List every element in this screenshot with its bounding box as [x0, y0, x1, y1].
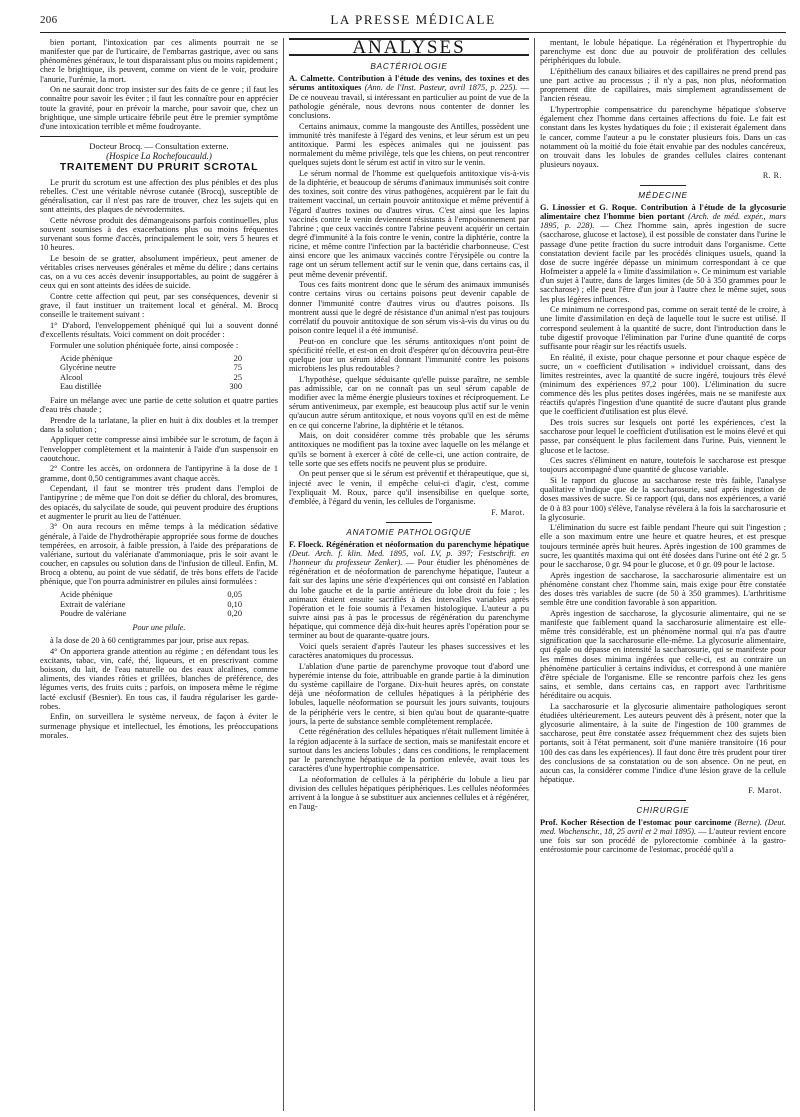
paragraph: Après ingestion de saccharose, la saccharosurie alimentaire est un phénomène constant chez l'homme sain, mais exige pour être constatée des doses très variables de sucre (de 50 à 350 grammes). L'arthritisme semble être une condition favorable à son apparition.	[540, 570, 786, 608]
ingredient-name: Alcool	[60, 372, 83, 382]
review-lead	[289, 74, 529, 120]
paragraph: Le sérum normal de l'homme est quelquefois antitoxique vis-à-vis de la diphtérie, et beaucoup de sérums d'animaux immunisés soit contre des toxines, soit contre des virus pathogènes, acquièrent par le fait du traitement vaccinal, un certain pouvoir antitoxique et même préventif à l'égard d'autres toxines ou d'autres virus. C'est ainsi que les lapins vaccinés contre le venin deviennent résistants à l'empoisonnement par l'abrine ; que ceux vaccinés contre l'abrine peuvent acquérir un certain degré d'immunité à la fois contre le venin, contre la diphtérie, contre la ricine, et même contre l'infection par la bactéridie charbonneuse. C'est ainsi encore que les animaux vaccinés contre l'érysipèle ou contre la rage ont un sérum tellement actif sur le venin que, dans certains cas, il peut même devenir préventif.	[289, 168, 529, 279]
review-author: G. Linossier et G. Roque.	[540, 203, 637, 212]
paragraph: à la dose de 20 à 60 centigrammes par jour, prise aux repas.	[50, 636, 249, 646]
review-reference: (Ann. de l'Inst. Pasteur, avril 1875, p. 225).	[364, 83, 518, 93]
paragraph: L'hypertrophie compensatrice du parenchyme hépatique s'observe également chez l'homme dans certaines affections du foie. Le fait est constant dans les kystes hydatiques du foie ; il existerait également dans le cancer, comme l'auteur a pu le constater plusieurs fois. Dans un cas notamment où la moitié du foie était envahie par des nodules cancéreux, on trouvait dans les lobules de grandes cellules claires contenant plusieurs noyaux.	[540, 105, 786, 170]
review-signature: F. Marot.	[491, 507, 525, 517]
paragraph: Appliquer cette compresse ainsi imbibée sur le scrotum, de façon à l'envelopper complètement et la maintenir à l'aide d'un suspensoir en caoutchouc.	[40, 435, 278, 463]
review-lead	[289, 540, 529, 641]
formula-rows	[58, 590, 244, 619]
paragraph: 4° On apportera grande attention au régime ; en défendant tous les excitants, tabac, vin, café, thé, liqueurs, et en prescrivant comme boisson, du lait, de l'eau naturelle ou des eaux alcalines, comme aliments, des viandes rôties et grillées, blanches de préférence, des légumes verts, des fruits cuits ; parfois, on imposera même le régime lacté exclusif (Besnier). En tous cas, il faudra régulariser les garde-robes.	[40, 646, 278, 711]
article-byline: Docteur Brocq. — Consultation externe.	[89, 141, 229, 152]
ingredient-quantity: 25	[233, 372, 242, 382]
paragraph: mentant, le lobule hépatique. La régénération et l'hypertrophie du parenchyme est donc due au pouvoir de prolifération des cellules périphériques du lobule.	[540, 38, 786, 66]
paragraph: Contre cette affection qui peut, par ses conséquences, devenir si grave, il faut instituer un traitement local et général. M. Brocq conseille le traitement suivant :	[40, 291, 278, 320]
column-rule	[283, 38, 284, 1111]
paragraph: Faire un mélange avec une partie de cette solution et quatre parties d'eau très chaude ;	[40, 395, 278, 414]
article-body	[40, 178, 278, 350]
ingredient-quantity: 0,20	[227, 609, 242, 619]
formula-row	[58, 363, 244, 373]
review-title: Contribution à l'étude des venins, des toxines et des sérums antitoxiques	[289, 74, 529, 93]
paragraph: Tous ces faits montrent donc que le sérum des animaux immunisés contre certains virus ou certains poisons peut devenir capable de donner l'immunité contre d'autres virus ou d'autres poisons. Ils montrent aussi que le degré de résistance d'un animal n'est pas toujours corrélatif du pouvoir antitoxique de son sérum vis-à-vis du virus ou du poison contre lequel il a été immunisé.	[289, 280, 529, 336]
formula-row	[58, 609, 244, 619]
review-author: Prof. Kocher	[540, 818, 588, 827]
column-left	[40, 38, 278, 1111]
paragraph: On peut penser que si le sérum est préventif et thérapeutique, que si, injecté avec le venin, il empêche celui-ci d'agir, c'est, comme l'expliquait M. Roux, parce qu'il insensibilise en quelque sorte, d'emblée, à l'égard du venin, les cellules de l'organisme.	[289, 469, 529, 506]
formula-table	[58, 354, 244, 392]
review-reference: (Arch. de méd. expér., mars 1895, p. 228).	[540, 212, 786, 231]
section-divider	[640, 185, 686, 186]
section-heading-medecine: MÉDECINE	[638, 190, 688, 200]
column-middle	[289, 38, 529, 1111]
paragraph: Certains animaux, comme la mangouste des Antilles, possèdent une immunité très manifeste à l'égard des venins, et leur sérum est un peu antitoxique. Parmi les espèces animales qui ne jouissent pas normalement du même privilège, tels que les chiens, on peut rencontrer quelques sujets dont le sérum est actif in vitro sur le venin.	[289, 121, 529, 168]
review-author: A. Calmette.	[289, 74, 335, 84]
formula-row	[58, 373, 244, 383]
review-lead	[540, 203, 786, 304]
paragraph: Prendre de la tarlatane, la plier en huit à dix doubles et la tremper dans la solution ;	[40, 415, 278, 434]
ingredient-quantity: 75	[233, 363, 242, 373]
pill-formula-table	[58, 590, 244, 619]
formula-row	[58, 354, 244, 364]
paragraph: Le prurit du scrotum est une affection des plus pénibles et des plus rebelles. C'est une véritable névrose cutanée (Brocq), susceptible de généralisation, car il n'est pas rare de trouver, chez les sujets qui en sont atteints, des plaques de névrodermites.	[40, 177, 278, 214]
review-body	[540, 305, 786, 784]
review-lead	[540, 818, 786, 855]
paragraph: 1° D'abord, l'enveloppement phéniqué qui lui a souvent donné d'excellents résultats. Voici comment on doit procéder :	[40, 320, 278, 340]
paragraph: En réalité, il existe, pour chaque personne et pour chaque espèce de sucre, un « coefficient d'utilisation » individuel croissant, dans des limites restreintes, avec la quantité de sucre ingéré, toujours très élevé (minimum des expériences 97,2 pour 100). L'élimination du sucre commence dès les plus petites doses ingérées, mais ne se manifeste aux réactifs qu'après l'ingestion d'une quantité de sucre d'autant plus grande que le coefficient d'utilisation est plus élevé.	[540, 352, 786, 417]
ingredient-quantity: 300	[229, 382, 242, 392]
paragraph: Après ingestion de saccharose, la glycosurie alimentaire, qui ne se manifeste que faiblement quand la saccharosurie alimentaire est elle-même très considérable, est un phénomène normal qui n'a pas d'autre signification que la saccharosurie elle-même. La glycosurie alimentaire, qui égale ou dépasse en intensité la saccharosurie, qui se manifeste pour les mêmes doses minima ingérées que celle-ci, est au contraire un phénomène particulier à certains individus, et correspond à une manière d'être spéciale de l'organisme. Elle se rencontre parfois chez les gens sains, et semble, dans certains cas, en rapport avec l'arthritisme héréditaire ou acquis.	[540, 608, 786, 701]
section-divider	[40, 136, 278, 137]
paragraph: L'épithélium des canaux biliaires et des capillaires ne prend prend pas une part active au processus ; il n'y a pas, non plus, néoformation proprement dite de capillaires, mais simplement agrandissement de l'ancien réseau.	[540, 66, 786, 104]
formula-row	[58, 382, 244, 392]
paragraph: 3° On aura recours en même temps à la médication sédative générale, à l'aide de l'hydrothérapie appropriée sous forme de douches tempérées, en arrosoir, à faible pression, à l'aide des préparations de valériane, surtout du valérianate d'ammoniaque, pris le soir avant le coucher, en capsules ou solution dans de l'infusion de tilleul. Enfin, M. Brocq a obtenu, au point de vue sédatif, de très bons effets de l'acide phénique, que l'on pourra administrer en pilules ainsi formulées :	[40, 522, 278, 587]
review-title: Contribution à l'étude de la glycosurie alimentaire chez l'homme bien portant	[540, 203, 786, 222]
paragraph: Formuler une solution phéniquée forte, ainsi composée :	[50, 340, 239, 350]
paragraph: Ces sucres s'éliminent en nature, toutefois le saccharose est presque toujours accompagné d'une quantité de glucose variable.	[540, 456, 786, 475]
article-title: TRAITEMENT DU PRURIT SCROTAL	[59, 162, 259, 174]
paragraph: Le besoin de se gratter, absolument impérieux, peut amener de véritables crises nerveuses générales et même du délire ; dans certains cas, on a vu ces accès devenir insupportables, au point de suggérer à ceux qui en sont atteints des idées de suicide.	[40, 253, 278, 291]
ingredient-quantity: 0,05	[227, 590, 242, 600]
paragraph: Voici quels seraient d'après l'auteur les phases successives et les caractères anatomiques du processus.	[289, 642, 529, 661]
section-divider	[386, 522, 432, 523]
analyses-heading: ANALYSES	[289, 38, 529, 56]
paragraph: Mais, on doit considérer comme très probable que les sérums antitoxiques ne modifient pas la toxine avec laquelle on les mélange et qu'ils se bornent à exercer à côté de celle-ci, une action contraire, de telle sorte que ses effets nocifs ne peuvent plus se produire.	[289, 431, 529, 468]
paragraph: Si le rapport du glucose au saccharose reste très faible, l'analyse qualitative n'indique que de la saccharosurie, sauf après ingestion de doses massives de sucre. Si ce rapport (qui, dans nos expériences, a varié de 0 à 83 pour 100) s'élève, l'analyse révélera à la fois la saccharosurie et la glycosurie.	[540, 476, 786, 522]
column-rule	[534, 38, 535, 1111]
review-reference: (Berne). (Deut. med. Wochenschr., 18, 25 avril et 2 mai 1895).	[540, 818, 786, 837]
journal-title: LA PRESSE MÉDICALE	[330, 12, 496, 27]
paragraph: 2° Contre les accès, on ordonnera de l'antipyrine à la dose de 1 gramme, dont 0,50 centigrammes avant chaque accès.	[40, 464, 278, 483]
page-number: 206	[40, 14, 58, 26]
section-heading-bacteriologie: BACTÉRIOLOGIE	[370, 62, 448, 72]
review-body	[540, 38, 786, 169]
review-title: Résection de l'estomac pour carcinome	[589, 818, 732, 827]
formula-row	[58, 590, 244, 600]
section-heading-chirurgie: CHIRURGIE	[636, 805, 690, 815]
review-lead-text: — De ce nouveau travail, si intéressant en particulier au point de vue de la pathologie générale, nous devrons nous contenter de donner les conclusions.	[289, 83, 529, 120]
review-lead-text: — Chez l'homme sain, après ingestion de sucre (saccharose, glucose et lactose), il est possible de constater dans l'urine le passage d'une petite fraction du sucre introduit dans l'organisme. Cette constatation devient facile par les procédés cliniques usuels, quand la dose de sucre ingérée dépasse un minimum correspondant à ce que Hofmeister a appelé la « limite d'assimilation ». Ce minimum est variable d'un sujet à l'autre, dans de larges limites (de 50 à 350 grammes pour le saccharose) ; elle peut l'être d'un jour à l'autre chez le même sujet, sous les plus légères influences.	[540, 221, 786, 304]
paragraph: Cette névrose produit des démangeaisons parfois continuelles, plus souvent soumises à des exacerbations plus ou moins fréquentes survenant sous forme d'accès, principalement le soir, vers 5 heures et 10 heures.	[40, 215, 278, 253]
page-header	[40, 6, 786, 33]
paragraph: La néoformation de cellules à la périphérie du lobule a lieu par division des cellules hépatiques périphériques. Les cellules néoformées arrivent à la longue à se substituer aux anciennes cellules et à régénérer, en l'aug-	[289, 774, 529, 812]
paragraph: L'ablation d'une partie de parenchyme provoque tout d'abord une hyperémie intense du foie, attribuable en grande partie à la diminution du système capillaire de l'organe. Dix-huit heures après, on constate déjà une néoformation de cellules hépatiques à la périphérie des lobules, laquelle néoformation se poursuit les jours suivants, toujours de la périphérie vers le centre, si bien qu'au bout de quarante-quatre jours, la perte de substance semble complètement remplacée.	[289, 661, 529, 726]
paragraph: Ce minimum ne correspond pas, comme on serait tenté de le croire, à une limite d'assimilation en deçà de laquelle tout le sucre est utilisé. Il correspond seulement à la quantité de sucre, dont l'introduction dans le tube digestif provoque l'élimination par l'urine d'une quantité de corps suffisante pour réagir sur les réactifs usuels.	[540, 305, 786, 351]
paragraph: Peut-on en conclure que les sérums antitoxiques n'ont point de spécificité réelle, et est-on en droit d'espérer qu'on découvrira peut-être quelque jour un sérum idéal donnant l'immunité contre les poisons microbiens les plus redoutables ?	[289, 336, 529, 374]
paragraph: Cette régénération des cellules hépatiques n'était nullement limitée à la région adjacente à la surface de section, mais se manifestait encore et surtout dans les anciens lobules ; dans ces conditions, le remplacement par le parenchyme hépatique de la portion enlevée, avait tous les caractères d'une hypertrophie compensatrice.	[289, 727, 529, 774]
review-body	[289, 642, 529, 811]
review-signature: F. Marot.	[748, 785, 782, 795]
ingredient-name: Acide phénique	[60, 353, 113, 363]
formula-rows	[58, 354, 244, 392]
formula-caption: Pour une pilule.	[132, 622, 186, 632]
review-lead-text: — L'auteur revient encore une fois sur son procédé de pylorectomie combinée à la gastro-entérostomie pour carcinome de l'estomac, procédé qu'il a	[540, 827, 786, 855]
intro-text	[40, 38, 278, 131]
ingredient-name: Acide phénique	[60, 590, 113, 600]
ingredient-quantity: 0,10	[227, 599, 242, 609]
column-right	[540, 38, 786, 1111]
ingredient-name: Poudre de valériane	[60, 609, 127, 619]
article-body	[40, 396, 278, 587]
article-hospital: (Hospice La Rochefoucauld.)	[106, 151, 212, 162]
article-body	[40, 636, 278, 740]
paragraph: On ne saurait donc trop insister sur des faits de ce genre ; il faut les connaître pour savoir les éviter ; il faut les connaître pour en apprécier toute la gravité, pour en prévoir la marche, pour savoir que, chez un brightique, une simple urticaire fébrile peut être le premier symptôme d'une intoxication terrible et même foudroyante.	[40, 85, 278, 131]
ingredient-name: Extrait de valériane	[60, 599, 126, 609]
review-title: Régénération et néoformation du parenchyme hépatique	[326, 539, 529, 549]
review-signature: R. R.	[762, 170, 782, 180]
ingredient-quantity: 20	[233, 353, 242, 363]
ingredient-name: Eau distillée	[60, 382, 102, 392]
review-reference: (Deut. Arch. f. klin. Med. 1895, vol. LV, p. 397; Festschrift. en l'honneur du professeur Zenker).	[289, 548, 529, 568]
review-body	[289, 122, 529, 506]
formula-row	[58, 600, 244, 610]
paragraph: Enfin, on surveillera le système nerveux, de façon à éviter le surmenage physique et intellectuel, les émotions, les préoccupations morales.	[40, 712, 278, 740]
paragraph: L'élimination du sucre est faible pendant l'heure qui suit l'ingestion ; elle a son maximum entre une heure et quatre heures, et est presque toujours terminée après huit heures. Après ingestion de 100 grammes de sucre, les quantités maxima qui ont été dosées dans l'urine ont été 2 gr. 5 pour le saccharose, 0 gr. 94 pour le glucose, et 0 gr. 09 pour le lactose.	[540, 523, 786, 569]
paragraph: Des trois sucres sur lesquels ont porté les expériences, c'est la saccharose pour lequel le coefficient d'utilisation est le moins élevé et qui passe, par conséquent le plus facilement dans l'urine. Puis, viennent le glucose et le lactose.	[540, 418, 786, 455]
paragraph: L'hypothèse, quelque séduisante qu'elle puisse paraître, ne semble pas admissible, car on ne connaît pas un seul sérum capable de modifier avec la même énergie plusieurs toxines et réciproquement. Le sérum antivenimeux, par exemple, est beaucoup plus actif sur le venin qu'aucun autre sérum antitoxique, et nous voyons qu'il en est de même en ce qui concerne l'abrine, la diphtérie et le tétanos.	[289, 374, 529, 430]
review-author: F. Floeck.	[289, 539, 324, 549]
ingredient-name: Glycérine neutre	[60, 363, 116, 373]
paragraph: bien portant, l'intoxication par ces aliments pourrait ne se manifester que par de l'urticaire, de l'embarras gastrique, avec ou sans phénomènes généraux, le tout disparaissant plus ou moins rapidement ; chez le brightique, ils peuvent, comme on vient de le voir, produire l'anurie, l'urémie, la mort.	[40, 38, 278, 84]
paragraph: Cependant, il faut se montrer très prudent dans l'emploi de l'antipyrine ; de même que l'on doit se défier du chloral, des bromures, des opiacés, du salycilate de soude, qui peuvent produire des éruptions et augmenter le prurit au lieu de l'atténuer.	[40, 484, 278, 521]
section-heading-anatomie: ANATOMIE PATHOLOGIQUE	[346, 527, 472, 537]
review-lead-text: — Pour étudier les phénomènes de régénération et de néoformation de parenchyme hépatique, l'auteur a fait sur des lapins une série d'expériences qui ont consisté en l'ablation du lobe gauche et de la partie antérieure du lobe droit du foie ; les animaux étaient ensuite sacrifiés à des intervalles variables après l'opération et le foie soumis à l'examen histologique. L'auteur a pu suivre ainsi pas à pas le processus de régénération du parenchyme hépatique, qui commence déjà dix-huit heures après l'opération pour se terminer au bout de quarante-quatre jours.	[289, 558, 529, 641]
paragraph: La saccharosurie et la glycosurie alimentaire pathologiques seront étudiées ultérieurement. Les auteurs peuvent dès à présent, noter que la glycosurie alimentaire, à la suite de l'ingestion de 100 grammes de saccharose, peut être constatée assez fréquemment chez des sujets bien portants, soit à l'état permanent, soit d'une manière transitoire (16 pour 100 des cas dans les expériences). Il faut donc être très prudent pour tirer des conclusions de sa constatation ou de son absence. On ne peut, en aucun cas, la considérer comme l'indice d'une lésion grave de la cellule hépatique.	[540, 701, 786, 785]
section-divider	[640, 800, 686, 801]
